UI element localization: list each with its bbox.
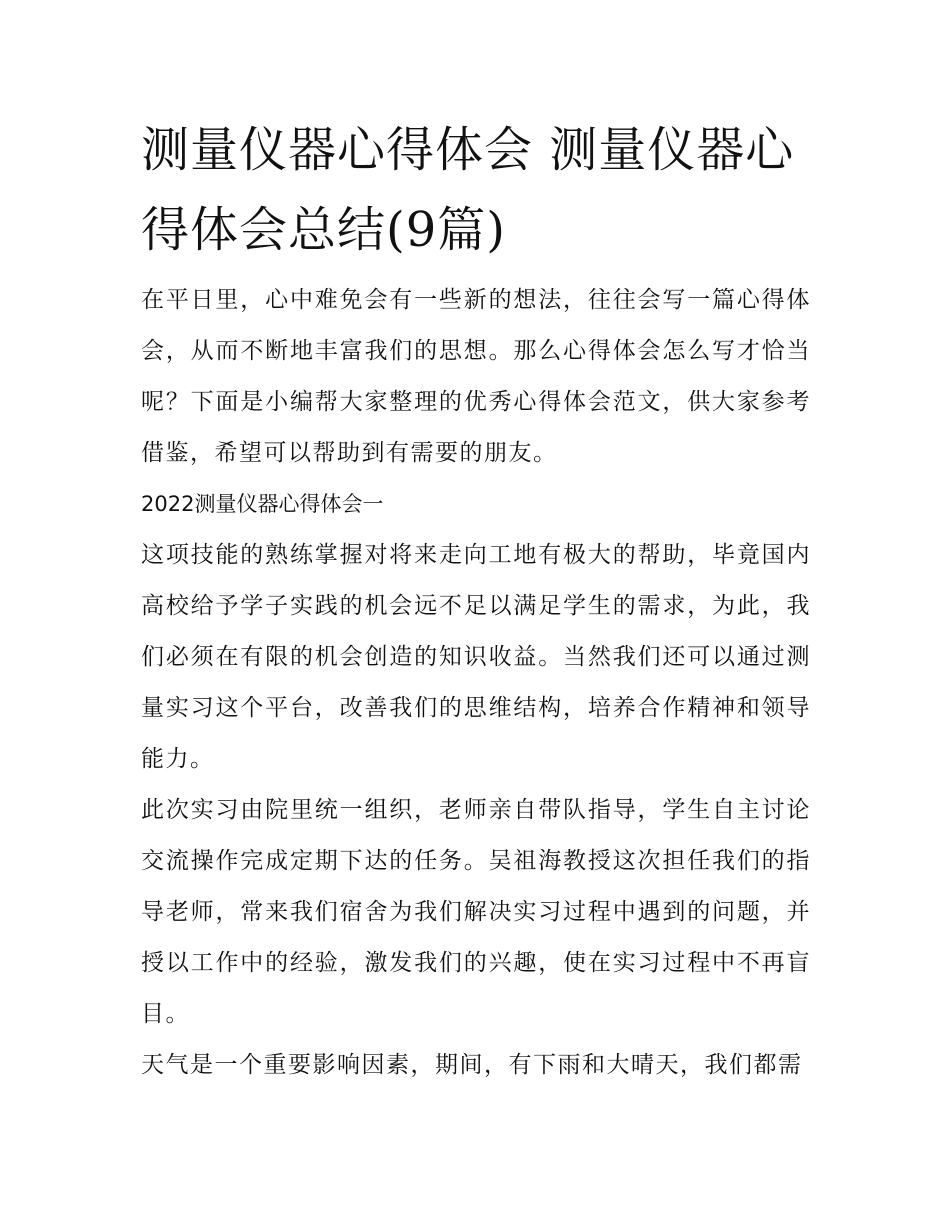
body-paragraph: 此次实习由院里统一组织，老师亲自带队指导，学生自主讨论交流操作完成定期下达的任务。吴祖海教授这次担任我们的指导老师，常来我们宿舍为我们解决实习过程中遇到的问题，并授以工作中的经验，激发我们的兴趣，使在实习过程中不再盲目。 <box>141 797 811 1027</box>
section-heading: 2022测量仪器心得体会一 <box>141 492 384 516</box>
document-body <box>141 275 811 1091</box>
document-title: 测量仪器心得体会 测量仪器心得体会总结(9篇) <box>141 122 795 258</box>
intro-paragraph: 在平日里，心中难免会有一些新的想法，往往会写一篇心得体会，从而不断地丰富我们的思想。那么心得体会怎么写才恰当呢？下面是小编帮大家整理的优秀心得体会范文，供大家参考借鉴，希望可以帮助到有需要的朋友。 <box>141 287 811 466</box>
body-paragraph: 天气是一个重要影响因素，期间，有下雨和大晴天，我们都需 <box>141 1052 803 1078</box>
body-paragraph: 这项技能的熟练掌握对将来走向工地有极大的帮助，毕竟国内高校给予学子实践的机会远不足以满足学生的需求，为此，我们必须在有限的机会创造的知识收益。当然我们还可以通过测量实习这个平台，改善我们的思维结构，培养合作精神和领导能力。 <box>141 542 811 772</box>
